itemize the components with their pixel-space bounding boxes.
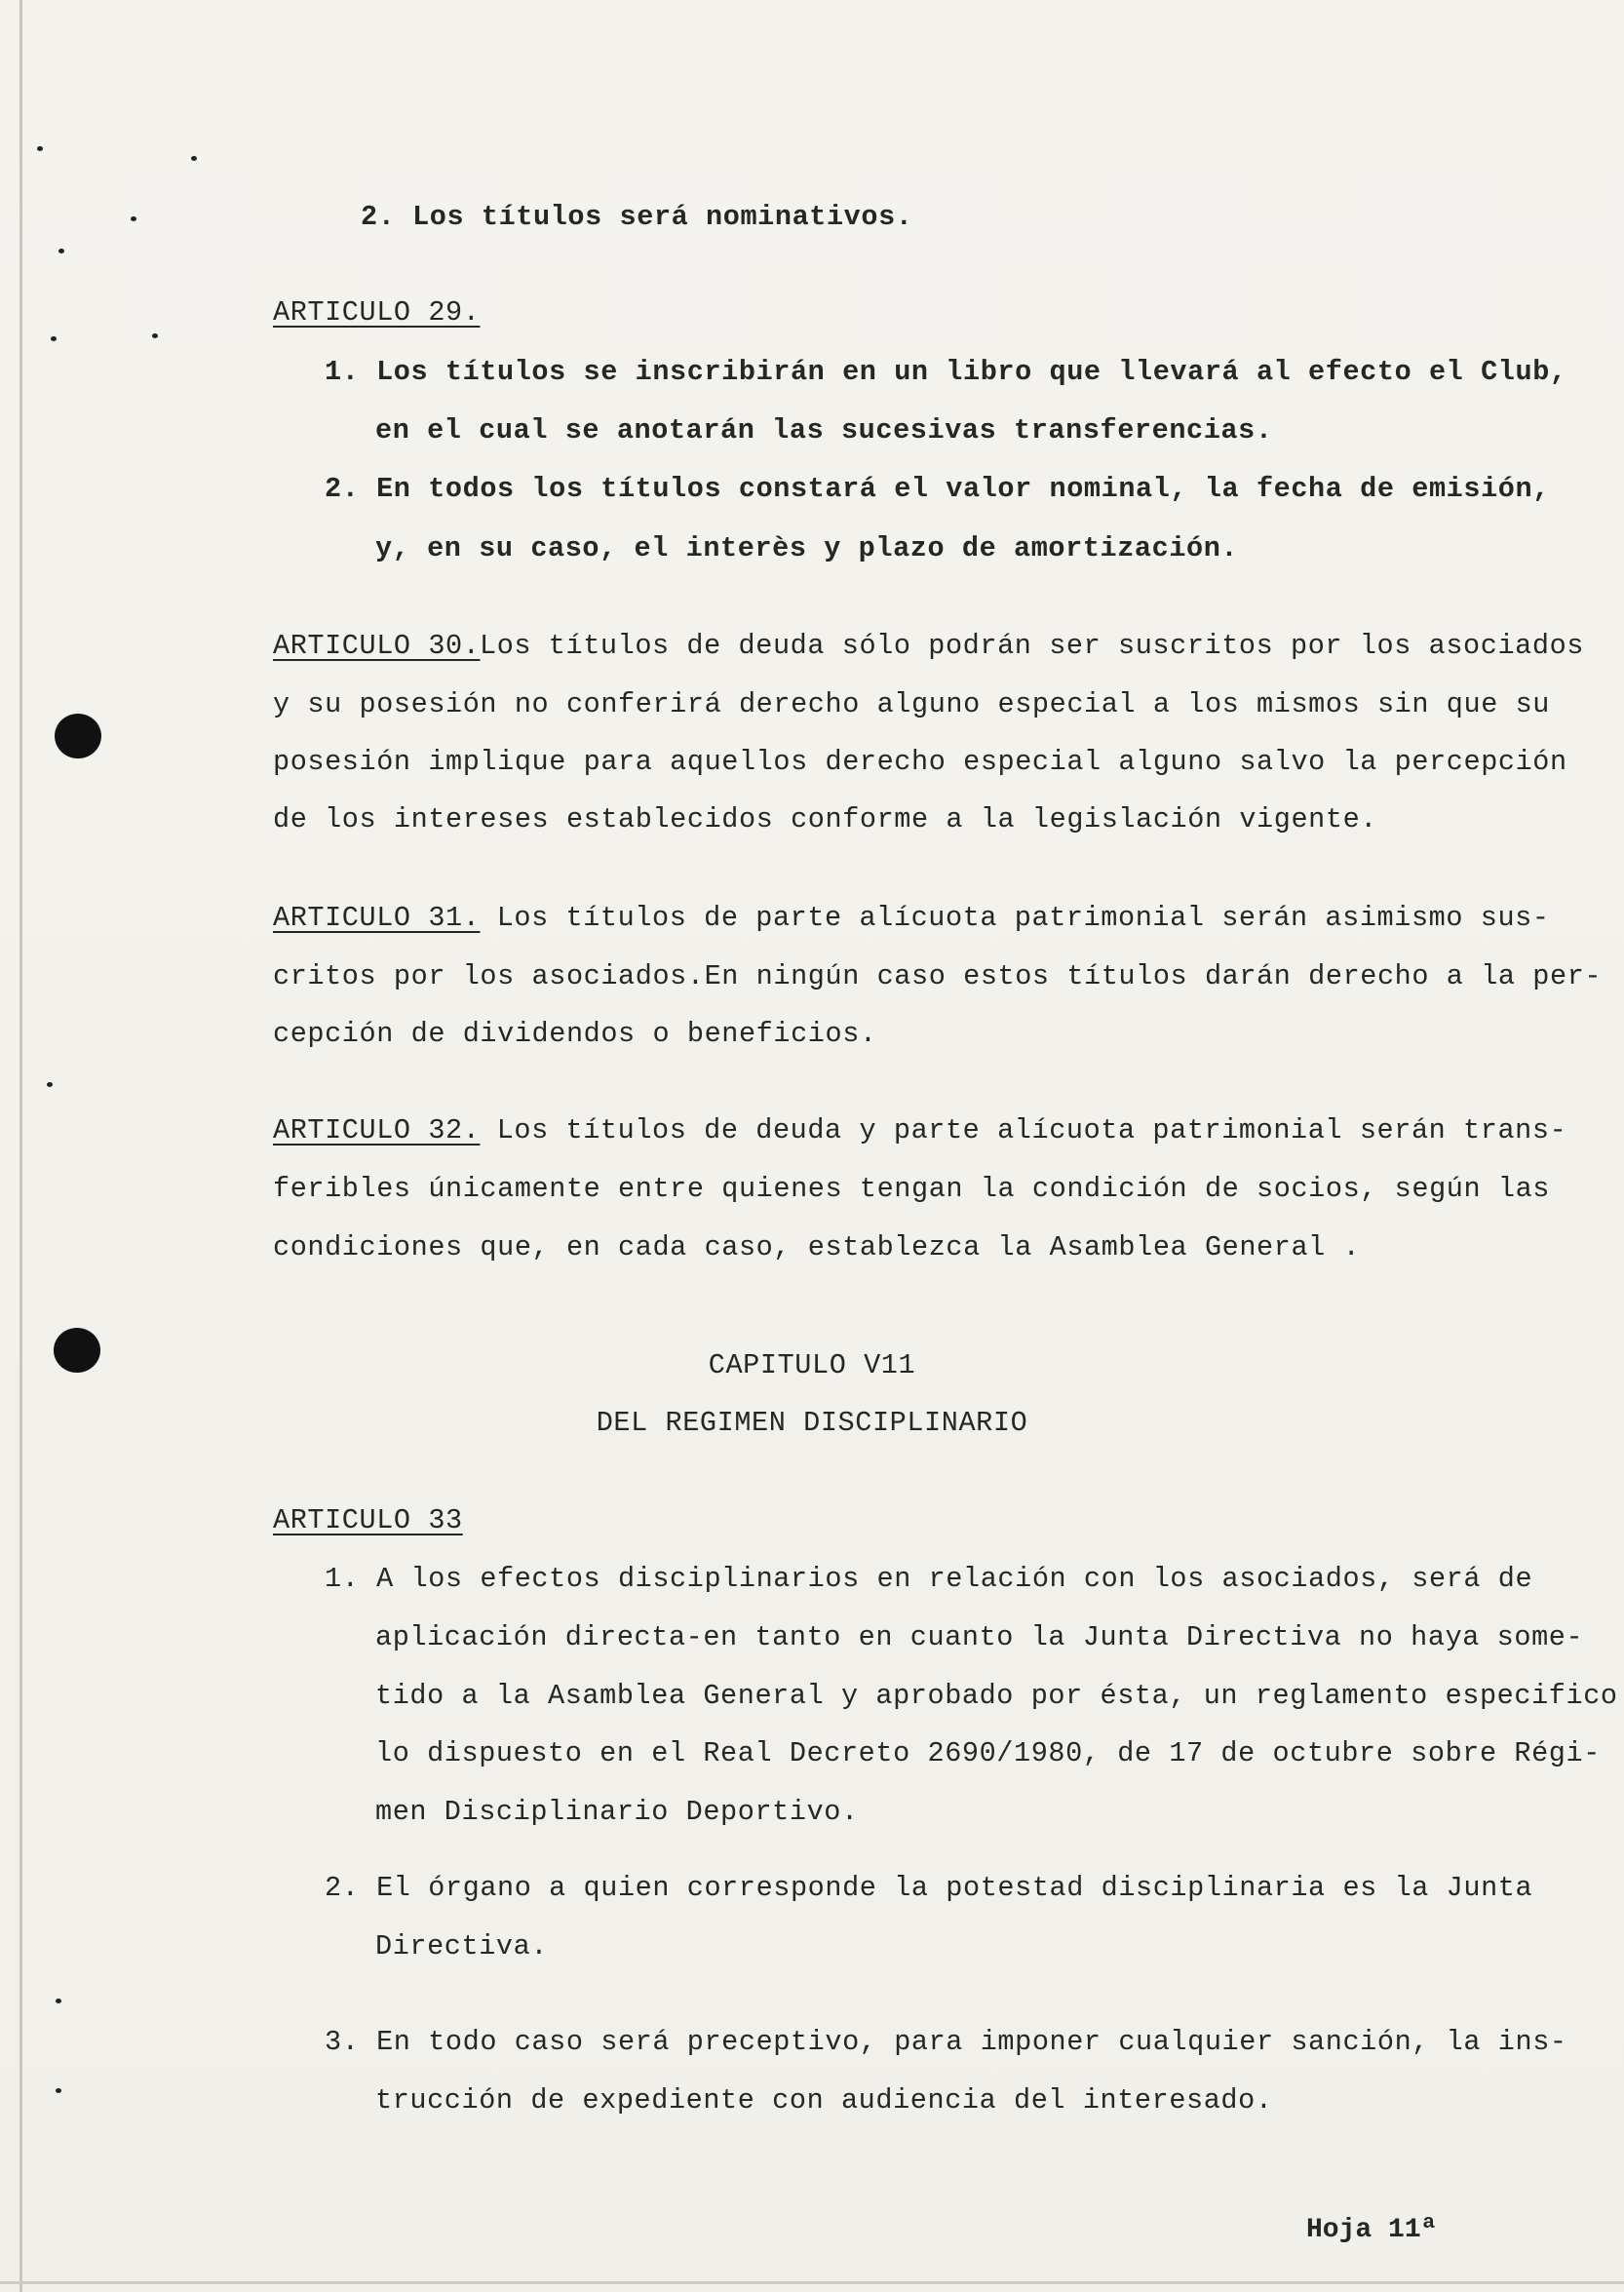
text-line: men Disciplinario Deportivo. (375, 1796, 859, 1828)
chapter-subtitle: DEL REGIMEN DISCIPLINARIO (596, 1407, 1028, 1439)
text-line: Los títulos de deuda sólo podrán ser suscritos por los asociados (480, 630, 1584, 662)
text-line: Directiva. (375, 1930, 549, 1962)
text-line: en el cual se anotarán las sucesivas transferencias. (375, 414, 1273, 447)
text-line: 1. Los títulos se inscribirán en un libro que llevará al efecto el Club, (325, 356, 1567, 388)
speck (131, 216, 136, 221)
speck (56, 1999, 61, 2003)
punch-hole-top (55, 714, 101, 758)
text-line: Los títulos de deuda y parte alícuota patrimonial serán trans- (480, 1114, 1567, 1146)
page-bottom-edge (0, 2281, 1624, 2284)
text-line: feribles únicamente entre quienes tengan la condición de socios, según las (273, 1173, 1551, 1205)
article-29-heading: ARTICULO 29. (273, 296, 481, 329)
text-line: de los intereses establecidos conforme a la legislación vigente. (273, 803, 1377, 835)
text-line: 2. En todos los títulos constará el valor nominal, la fecha de emisión, (325, 473, 1550, 505)
speck (56, 2088, 61, 2093)
text-line: condiciones que, en cada caso, establezca la Asamblea General . (273, 1231, 1361, 1263)
speck (152, 333, 158, 338)
text-line: y su posesión no conferirá derecho alguno especial a los mismos sin que su (273, 688, 1551, 720)
article-32-heading: ARTICULO 32. (273, 1114, 481, 1146)
text-line: tido a la Asamblea General y aprobado por ésta, un reglamento especifico (375, 1680, 1618, 1712)
speck (58, 249, 64, 253)
text-line: lo dispuesto en el Real Decreto 2690/1980, de 17 de octubre sobre Régi- (375, 1737, 1601, 1769)
speck (191, 156, 197, 161)
page-left-edge (19, 0, 22, 2292)
article-31-heading: ARTICULO 31. (273, 902, 481, 934)
article-33-heading: ARTICULO 33 (273, 1504, 463, 1536)
chapter-title: CAPITULO V11 (708, 1349, 916, 1381)
text-line: aplicación directa-en tanto en cuanto la Junta Directiva no haya some- (375, 1621, 1584, 1653)
speck (47, 1082, 53, 1087)
text-line: 1. A los efectos disciplinarios en relación con los asociados, será de (325, 1563, 1533, 1595)
speck (37, 146, 43, 151)
text-line: critos por los asociados.En ningún caso estos títulos darán derecho a la per- (273, 960, 1603, 992)
text-line: 2. El órgano a quien corresponde la potestad disciplinaria es la Junta (325, 1872, 1533, 1904)
text-line: cepción de dividendos o beneficios. (273, 1018, 877, 1050)
text-line: 2. Los títulos será nominativos. (361, 201, 913, 233)
text-line: trucción de expediente con audiencia del interesado. (375, 2084, 1273, 2117)
article-30-heading: ARTICULO 30. (273, 630, 481, 662)
page-number: Hoja 11ª (1306, 2215, 1438, 2245)
text-line: 3. En todo caso será preceptivo, para imponer cualquier sanción, la ins- (325, 2026, 1567, 2058)
text-line: posesión implique para aquellos derecho especial alguno salvo la percepción (273, 746, 1567, 778)
speck (51, 336, 57, 341)
text-line: y, en su caso, el interès y plazo de amortización. (375, 532, 1239, 564)
text-line: Los títulos de parte alícuota patrimonial serán asimismo sus- (480, 902, 1550, 934)
